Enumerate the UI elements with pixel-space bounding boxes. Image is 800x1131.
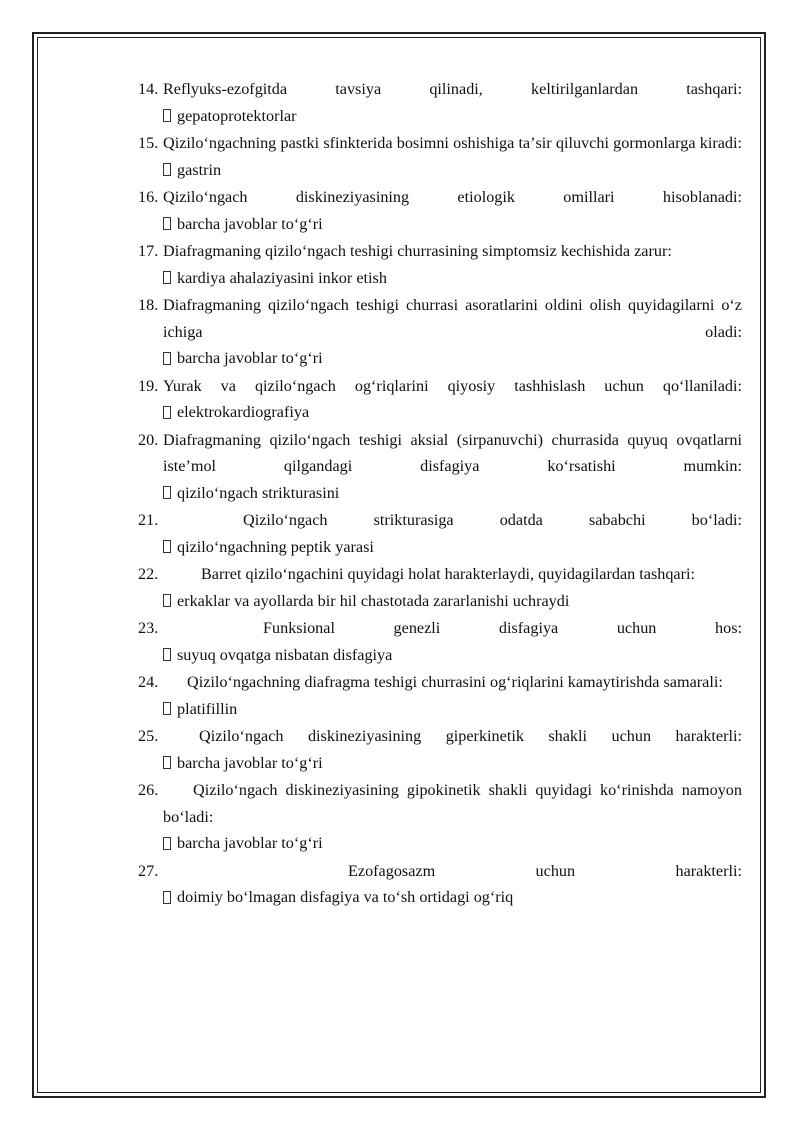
question-text: Diafragmaning qiziloʻngach teshigi churrasi asoratlarini oldini olish quyidagilarni oʻz ichiga oladi:: [163, 296, 742, 341]
answer-25: [163, 750, 742, 777]
checkbox-icon: [163, 486, 171, 499]
question-17: [138, 238, 742, 265]
question-16: [138, 184, 742, 211]
answer-27: [163, 884, 742, 911]
question-21: [138, 507, 742, 534]
answer-text: barcha javoblar toʻgʻri: [177, 834, 323, 852]
answer-text: platifillin: [177, 699, 238, 718]
answer-text: suyuq ovqatga nisbatan disfagiya: [177, 645, 393, 664]
answer-text: qiziloʻngach strikturasini: [177, 483, 340, 502]
question-number: 20.: [138, 430, 159, 449]
answer-17: [163, 265, 742, 292]
question-number: 16.: [138, 188, 159, 206]
question-text: Funksional genezli disfagiya uchun hos:: [263, 619, 742, 637]
question-20: [138, 427, 742, 480]
answer-22: [163, 588, 742, 615]
question-text: Barret qiziloʻngachini quyidagi holat harakterlaydi, quyidagilardan tashqari:: [201, 565, 696, 583]
question-text: Qiziloʻngach diskineziyasining gipokinetik shakli quyidagi koʻrinishda namoyon boʻladi:: [163, 781, 742, 826]
answer-19: [163, 399, 742, 426]
question-text: Ezofagosazm uchun harakterli:: [348, 861, 742, 880]
question-number: 25.: [138, 727, 159, 745]
checkbox-icon: [163, 540, 171, 553]
question-text: Qiziloʻngachning diafragma teshigi churrasini ogʻriqlarini kamaytirishda samarali:: [187, 673, 723, 691]
answer-23: [163, 642, 742, 669]
question-text: Qiziloʻngach diskineziyasining giperkinetik shakli uchun harakterli:: [199, 727, 742, 745]
question-number: 14.: [138, 80, 159, 98]
question-text: Diafragmaning qiziloʻngach teshigi churrasining simptomsiz kechishida zarur:: [163, 242, 672, 260]
question-number: 26.: [138, 781, 159, 799]
answer-text: elektrokardiografiya: [177, 403, 310, 421]
checkbox-icon: [163, 594, 171, 607]
checkbox-icon: [163, 271, 171, 284]
checkbox-icon: [163, 406, 171, 419]
question-number: 27.: [138, 861, 159, 880]
question-22: [138, 561, 742, 588]
question-number: 21.: [138, 511, 159, 529]
checkbox-icon: [163, 702, 171, 715]
answer-text: erkaklar va ayollarda bir hil chastotada zararlanishi uchraydi: [177, 591, 570, 610]
question-number: 19.: [138, 376, 159, 395]
checkbox-icon: [163, 163, 171, 176]
answer-text: barcha javoblar toʻgʻri: [177, 214, 323, 233]
question-text: Reflyuks-ezofgitda tavsiya qilinadi, keltirilganlardan tashqari:: [163, 80, 742, 98]
answer-24: [163, 696, 742, 723]
question-14: [138, 76, 742, 103]
question-text: Qiziloʻngach diskineziyasining etiologik omillari hisoblanadi:: [163, 188, 742, 206]
question-number: 18.: [138, 296, 159, 314]
question-text: Qiziloʻngachning pastki sfinkterida bosimni oshishiga taʼsir qiluvchi gormonlarga kiradi:: [163, 134, 742, 152]
answer-15: [163, 157, 742, 184]
answer-text: gastrin: [177, 160, 222, 179]
checkbox-icon: [163, 837, 171, 850]
question-text: Yurak va qiziloʻngach ogʻriqlarini qiyosiy tashhislash uchun qoʻllaniladi:: [163, 376, 742, 395]
question-number: 23.: [138, 619, 159, 637]
answer-text: gepatoprotektorlar: [177, 106, 297, 125]
question-number: 15.: [138, 134, 159, 152]
answer-26: [163, 830, 742, 857]
question-25: [138, 723, 742, 750]
answer-18: [163, 345, 742, 372]
checkbox-icon: [163, 217, 171, 230]
question-19: [138, 373, 742, 400]
checkbox-icon: [163, 109, 171, 122]
question-list: [138, 76, 742, 912]
question-text: Qiziloʻngach strikturasiga odatda sababchi boʻladi:: [243, 511, 742, 529]
question-number: 24.: [138, 673, 159, 691]
question-18: [138, 292, 742, 345]
answer-text: kardiya ahalaziyasini inkor etish: [177, 268, 387, 287]
question-23: [138, 615, 742, 642]
question-27: [138, 858, 742, 885]
answer-text: barcha javoblar toʻgʻri: [177, 349, 323, 367]
question-text: Diafragmaning qiziloʻngach teshigi aksial (sirpanuvchi) churrasida quyuq ovqatlarni isteʼmol qilgandagi disfagiya koʻrsatishi mumkin:: [163, 430, 742, 475]
question-26: [138, 777, 742, 830]
checkbox-icon: [163, 756, 171, 769]
question-24: [138, 669, 742, 696]
answer-text: doimiy boʻlmagan disfagiya va toʻsh ortidagi ogʻriq: [177, 888, 514, 906]
answer-16: [163, 211, 742, 238]
answer-14: [163, 103, 742, 130]
checkbox-icon: [163, 891, 171, 904]
answer-21: [163, 534, 742, 561]
question-number: 22.: [138, 565, 159, 583]
answer-text: qiziloʻngachning peptik yarasi: [177, 537, 374, 556]
question-15: [138, 130, 742, 157]
answer-20: [163, 480, 742, 507]
checkbox-icon: [163, 648, 171, 661]
checkbox-icon: [163, 352, 171, 365]
answer-text: barcha javoblar toʻgʻri: [177, 753, 323, 772]
question-number: 17.: [138, 242, 159, 260]
